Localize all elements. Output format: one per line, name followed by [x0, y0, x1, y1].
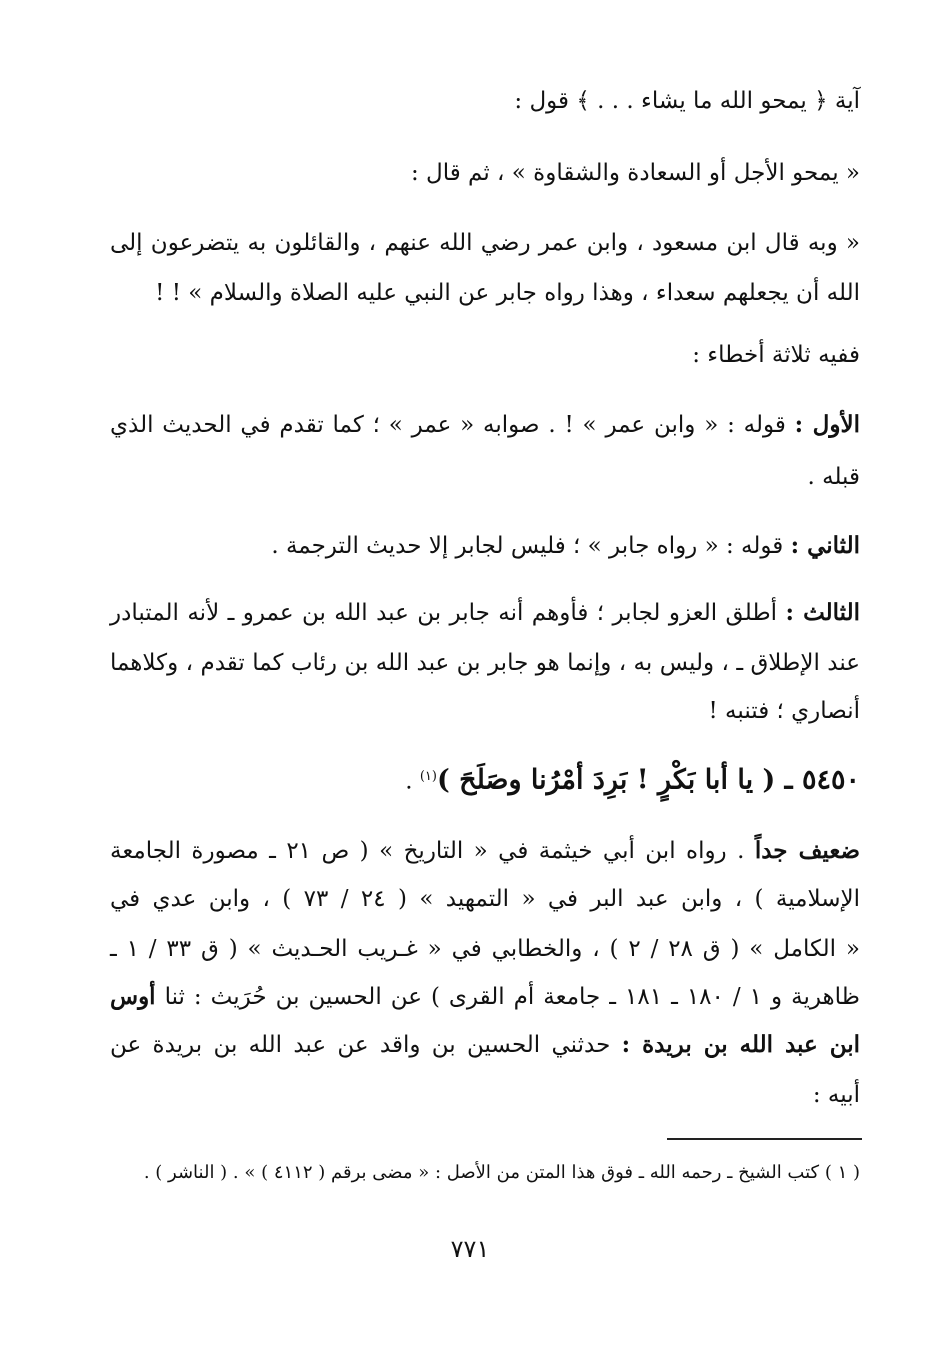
- first-error-label: الأول :: [794, 411, 860, 438]
- text-line-2: « يمحو الأجل أو السعادة والشقاوة » ، ثم قال :: [410, 160, 860, 186]
- text-line-1: آية ﴿ يمحو الله ما يشاء . . . ﴾ قول :: [514, 88, 860, 114]
- third-error-continuation-2: أنصاري ؛ فتنبه !: [708, 698, 860, 724]
- first-error-continuation: قبله .: [807, 464, 860, 490]
- grading-line-3: « الكامل » ( ق ٢٨ / ٢ ) ، والخطابي في « غـريب الحـديث » ( ق ٣٣ / ١ ـ: [110, 936, 860, 962]
- text-line-4: الله أن يجعلهم سعداء ، وهذا رواه جابر عن النبي عليه الصلاة والسلام » ! !: [155, 280, 860, 306]
- grading-line-5-text: حدثني الحسين بن واقد عن عبد الله بن بريدة عن: [110, 1032, 622, 1058]
- narrator-name-cont: ابن عبد الله بن بريدة :: [621, 1031, 861, 1058]
- third-error-line: [110, 598, 860, 628]
- grading-line-5: [110, 1030, 860, 1060]
- grading-line-4: [110, 982, 860, 1012]
- text-line-5: ففيه ثلاثة أخطاء :: [692, 342, 860, 368]
- grading-line-2: الإسلامية ) ، وابن عبد البر في « التمهيد » ( ٢٤ / ٧٣ ) ، وابن عدي في: [110, 886, 860, 912]
- third-error-label: الثالث :: [785, 599, 861, 626]
- footnote-reference: (١): [419, 769, 437, 784]
- footnote-divider: [667, 1138, 862, 1140]
- hadith-text: ٥٤٥٠ ـ ( يا أبا بَكْرٍ ! بَرِدَ أمْرُنا وصَلَحَ ): [436, 764, 860, 796]
- second-error-line: [110, 531, 860, 561]
- grading-line-4-text: ظاهرية و ١ / ١٨٠ ـ ١٨١ ـ جامعة أم القرى ) عن الحسين بن حُرَيث : ثنا: [155, 984, 860, 1010]
- text-line-3: « وبه قال ابن مسعود ، وابن عمر رضي الله عنهم ، والقائلون به يتضرعون إلى: [110, 230, 860, 256]
- grading-label: ضعيف جداً: [754, 837, 860, 864]
- hadith-end: .: [405, 768, 420, 795]
- footnote: ( ١ ) كتب الشيخ ـ رحمه الله ـ فوق هذا المتن من الأصل : « مضى برقم ( ٤١١٢ ) » . ( الناشر ) .: [143, 1162, 860, 1183]
- first-error-text: قوله : « وابن عمر » ! . صوابه « عمر » ؛ كما تقدم في الحديث الذي: [110, 412, 795, 438]
- second-error-label: الثاني :: [790, 532, 860, 559]
- third-error-text: أطلق العزو لجابر ؛ فأوهم أنه جابر بن عبد الله بن عمرو ـ لأنه المتبادر: [110, 600, 786, 626]
- grading-text: . رواه ابن أبي خيثمة في « التاريخ » ( ص ٢١ ـ مصورة الجامعة: [110, 838, 755, 864]
- page-number: ٧٧١: [450, 1235, 490, 1263]
- hadith-heading: [110, 762, 860, 797]
- third-error-continuation-1: عند الإطلاق ـ ، وليس به ، وإنما هو جابر بن عبد الله بن رئاب كما تقدم ، وكلاهما: [110, 650, 860, 676]
- second-error-text: قوله : « رواه جابر » ؛ فليس لجابر إلا حديث الترجمة .: [271, 533, 791, 559]
- grading-line-6: أبيه :: [812, 1082, 860, 1108]
- narrator-name: أوس: [110, 983, 156, 1010]
- grading-line-1: [110, 836, 860, 866]
- first-error-line: [110, 410, 860, 440]
